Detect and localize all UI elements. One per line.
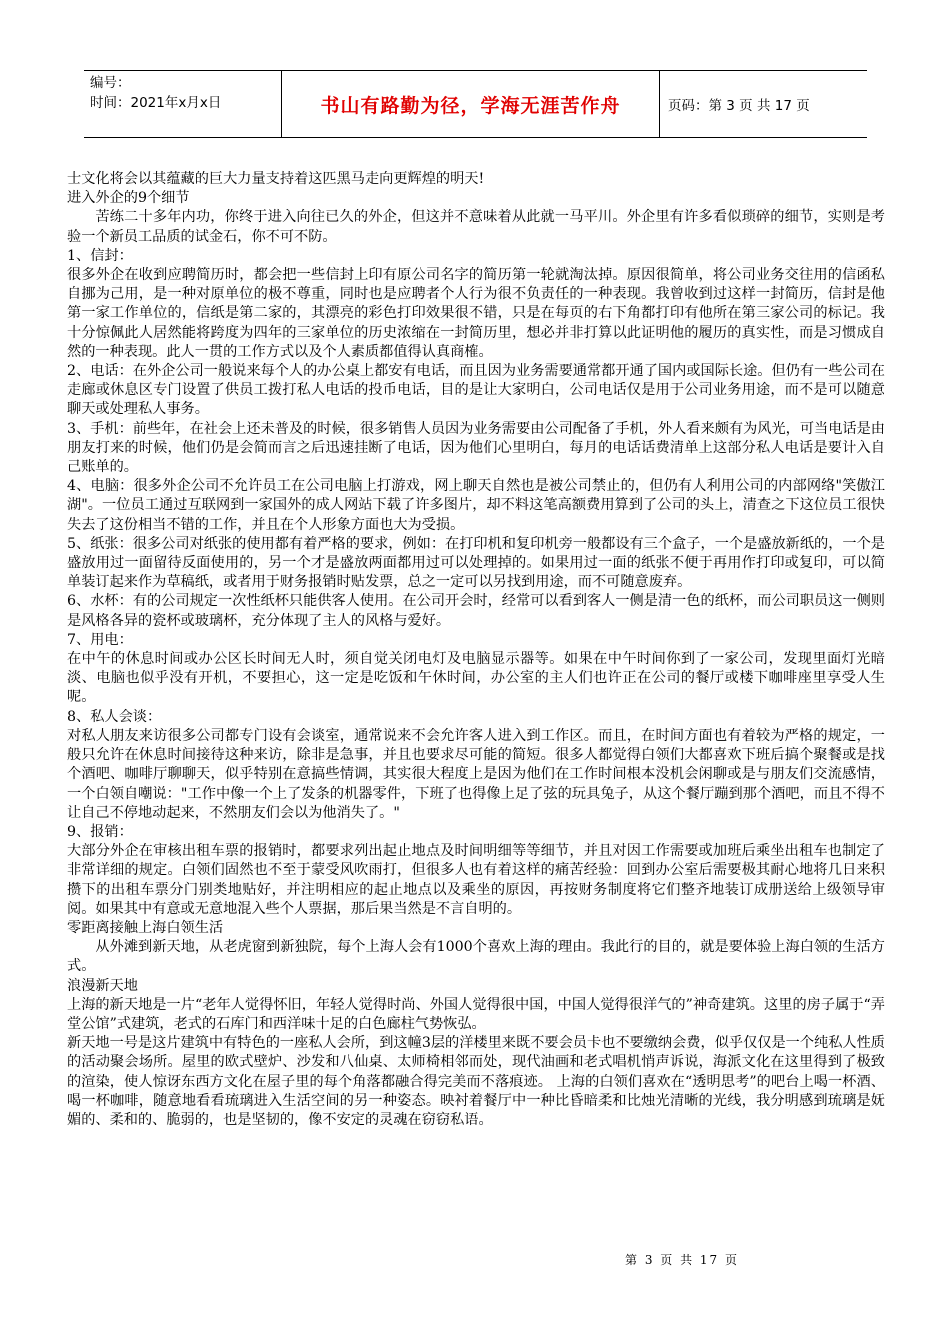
body-paragraph: 3、手机：前些年，在社会上还未普及的时候，很多销售人员因为业务需要由公司配备了手机，外人看来颇有为风光，可当电话是由朋友打来的时候，他们仍是会简而言之后迅速挂断了电话，因为他们心里明白，每月的电话话费清单上这部分私人电话是要计入自己账单的。 xyxy=(67,420,885,476)
header-info-cell xyxy=(84,71,282,137)
body-paragraph: 4、电脑：很多外企公司不允许员工在公司电脑上打游戏，网上聊天自然也是被公司禁止的，但仍有人利用公司的内部网络"笑傲江湖"。一位员工通过互联网到一家国外的成人网站下载了许多图片，却不料这笔高额费用算到了公司的头上，清查之下这位员工很快失去了这份相当不错的工作，并且在个人形象方面也大为受损。 xyxy=(67,478,885,533)
body-paragraph: 7、用电： xyxy=(67,631,133,648)
body-paragraph: 零距离接触上海白领生活 xyxy=(67,919,224,936)
body-paragraph: 6、水杯：有的公司规定一次性纸杯只能供客人使用。在公司开会时，经常可以看到客人一侧是清一色的纸杯，而公司职员这一侧则是风格各异的瓷杯或玻璃杯，充分体现了主人的风格与爱好。 xyxy=(67,593,885,629)
page-header xyxy=(84,70,867,138)
body-paragraph: 1、信封： xyxy=(67,247,133,264)
body-paragraph: 很多外企在收到应聘简历时，都会把一些信封上印有原公司名字的简历第一轮就淘汰掉。原因很简单，将公司业务交往用的信函私自挪为己用，是一种对原单位的极不尊重，同时也是应聘者个人行为很不负责任的一种表现。我曾收到过这样一封简历，信封是他第一家工作单位的，信纸是第二家的，其漂亮的彩色打印效果很不错，只是在每页的右下角都打印有他所在第三家公司的标记。我十分惊佩此人居然能将跨度为四年的三家单位的历史浓缩在一封简历里，想必并非打算以此证明他的履历的真实性，而是习惯成自然的一种表现。此人一贯的工作方式以及个人素质都值得认真商榷。 xyxy=(67,267,885,360)
time-label: 时间：2021年x月x日 xyxy=(90,95,222,111)
body-paragraph: 进入外企的9个细节 xyxy=(67,190,190,207)
body-paragraph: 苦练二十多年内功，你终于进入向往已久的外企，但这并不意味着从此就一马平川。外企里有许多看似琐碎的细节，实则是考验一个新员工品质的试金石，你不可不防。 xyxy=(67,209,885,245)
body-paragraph: 浪漫新天地 xyxy=(67,977,138,994)
body-paragraph: 对私人朋友来访很多公司都专门设有会谈室，通常说来不会允许客人进入到工作区。而且，在时间方面也有着较为严格的规定，一般只允许在休息时间接待这种来访，除非是急事，并且也要求尽可能的简短。很多人都觉得白领们大都喜欢下班后搞个聚餐或是找个酒吧、咖啡厅聊聊天，似乎特别在意搞些情调，其实很大程度上是因为他们在工作时间根本没机会闲聊或是与朋友们交流感情，一个白领自嘲说："工作中像一个上了发条的机器零件，下班了也得像上足了弦的玩具兔子，从这个餐厅蹦到那个酒吧，而且不得不让自己不停地动起来，不然朋友们会以为他消失了。" xyxy=(67,727,885,821)
number-label: 编号： xyxy=(90,75,131,91)
footer-page-number: 第 3 页 共 17 页 xyxy=(625,1253,739,1267)
page-footer xyxy=(625,1251,739,1268)
body-paragraph: 上海的新天地是一片“老年人觉得怀旧，年轻人觉得时尚、外国人觉得很中国，中国人觉得很洋气的”神奇建筑。这里的房子属于“弄堂公馆”式建筑，老式的石库门和西洋味十足的白色廊柱气势恢弘。 xyxy=(67,996,885,1032)
body-paragraph: 士文化将会以其蕴藏的巨大力量支持着这匹黑马走向更辉煌的明天! xyxy=(67,171,485,187)
body-paragraph: 5、纸张：很多公司对纸张的使用都有着严格的要求，例如：在打印机和复印机旁一般都设有三个盒子，一个是盛放新纸的，一个是盛放用过一面留待反面使用的，另一个才是盛放两面都用过可以处理掉的。如果用过一面的纸张不便于再用作打印或复印，可以简单装订起来作为草稿纸，或者用于财务报销时贴发票，总之一定可以另找到用途，而不可随意废弃。 xyxy=(67,535,885,591)
body-paragraph: 9、报销： xyxy=(67,823,133,840)
document-body xyxy=(67,170,885,1130)
body-paragraph: 新天地一号是这片建筑中有特色的一座私人会所，到这幢3层的洋楼里来既不要会员卡也不要缴纳会费，似乎仅仅是一个纯私人性质的活动聚会场所。屋里的欧式壁炉、沙发和八仙桌、太师椅相邻而处，现代油画和老式唱机悄声诉说，海派文化在这里得到了极致的渲染，使人惊讶东西方文化在屋子里的每个角落都融合得完美而不落痕迹。 上海的白领们喜欢在“透明思考”的吧台上喝一杯酒、喝一杯咖啡，随意地看看琉璃进入生活空间的另一种姿态。映衬着餐厅中一种比昏暗柔和比烛光清晰的光线，我分明感到琉璃是妩媚的、柔和的、脆弱的，也是坚韧的，像不安定的灵魂在窃窃私语。 xyxy=(67,1035,885,1128)
header-page-cell xyxy=(660,71,867,137)
header-motto-cell xyxy=(282,71,660,137)
body-paragraph: 2、电话：在外企公司一般说来每个人的办公桌上都安有电话，而且因为业务需要通常都开通了国内或国际长途。但仍有一些公司在走廊或休息区专门设置了供员工拨打私人电话的投币电话，目的是让大家明白，公司电话仅是用于公司业务用途，而不是可以随意聊天或处理私人事务。 xyxy=(67,363,885,418)
motto-text: 书山有路勤为径，学海无涯苦作舟 xyxy=(320,94,621,117)
body-paragraph: 8、私人会谈： xyxy=(67,708,162,725)
body-paragraph: 从外滩到新天地，从老虎窗到新独院，每个上海人会有1000个喜欢上海的理由。我此行的目的，就是要体验上海白领的生活方式。 xyxy=(67,939,885,975)
body-paragraph: 大部分外企在审核出租车票的报销时，都要求列出起止地点及时间明细等等细节，并且对因工作需要或加班后乘坐出租车也制定了非常详细的规定。白领们固然也不至于蒙受风吹雨打，但很多人也有着这样的痛苦经验：回到办公室后需要极其耐心地将几日来积攒下的出租车票分门别类地贴好，并注明相应的起止地点以及乘坐的原因，再按财务制度将它们整齐地装订成册送给上级领导审阅。如果其中有意或无意地混入些个人票据，那后果当然是不言自明的。 xyxy=(67,843,885,917)
body-paragraph: 在中午的休息时间或办公区长时间无人时，须自觉关闭电灯及电脑显示器等。如果在中午时间你到了一家公司，发现里面灯光暗淡、电脑也似乎没有开机，不要担心，这一定是吃饭和午休时间，办公室的主人们也许正在公司的餐厅或楼下咖啡座里享受人生呢。 xyxy=(67,651,885,706)
page-number-label: 页码：第 3 页 共 17 页 xyxy=(668,98,810,114)
